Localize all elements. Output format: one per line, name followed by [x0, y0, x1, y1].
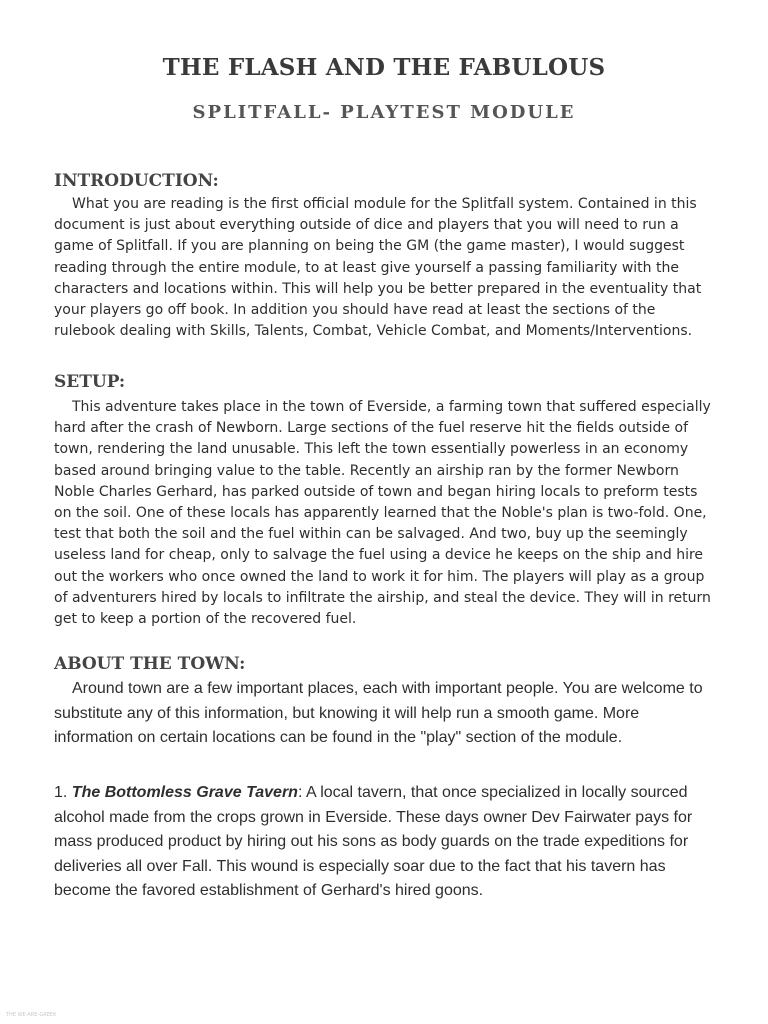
location-name: The Bottomless Grave Tavern — [71, 784, 298, 801]
document-subtitle: SPLITFALL- PLAYTEST MODULE — [192, 102, 576, 123]
location-number: 1. — [54, 784, 68, 801]
about-town-paragraph: Around town are a few important places, each with important people. You are welcome to substitute any of this information, but knowing it will help run a smooth game. More information on certain locations can be found in the "play" section of the module. — [54, 680, 703, 746]
introduction-paragraph: What you are reading is the first official module for the Splitfall system. Contained in this document is just about everything outside of dice and players that you will need to run a game of Splitfall. If you are planning on being the GM (the game master), I would suggest reading through the entire module, to at least give yourself a passing familiarity with the characters and locations within. This will help you be better prepared in the eventuality that your players go off book. In addition you should have read at least the sections of the rulebook dealing with Skills, Talents, Combat, Vehicle Combat, and Moments/Interventions. — [54, 196, 702, 340]
location-description: : A local tavern, that once specialized in locally sourced alcohol made from the crops grown in Everside. These days owner Dev Fairwater pays for mass produced product by hiring out his sons as body guards on the trade expeditions for deliveries all over Fall. This wound is especially soar due to the fact that his tavern has become the favored establishment of Gerhard's hired goons. — [54, 784, 693, 899]
about-town-heading: ABOUT THE TOWN: — [54, 654, 246, 674]
location-item — [54, 781, 716, 904]
setup-paragraph: This adventure takes place in the town of Everside, a farming town that suffered especially hard after the crash of Newborn. Large sections of the fuel reserve hit the fields outside of town, rendering the land unusable. This left the town essentially powerless in an economy based around bringing value to the table. Recently an airship ran by the former Newborn Noble Charles Gerhard, has parked outside of town and began hiring locals to preform tests on the soil. One of these locals has apparently learned that the Noble's plan is two-fold. One, test that both the soil and the fuel within can be salvaged. And two, buy up the seemingly useless land for cheap, only to salvage the fuel using a device he keeps on the ship and hire out the workers who once owned the land to work it for him. The players will play as a group of adventurers hired by locals to infiltrate the airship, and steal the device. They will in return get to keep a portion of the recovered fuel. — [54, 399, 711, 628]
footer-note: THE WE-ARE-GREEK — [6, 1012, 57, 1018]
introduction-heading: INTRODUCTION: — [54, 171, 219, 191]
setup-heading: SETUP: — [54, 372, 126, 392]
document-title: THE FLASH AND THE FABULOUS — [162, 54, 606, 81]
